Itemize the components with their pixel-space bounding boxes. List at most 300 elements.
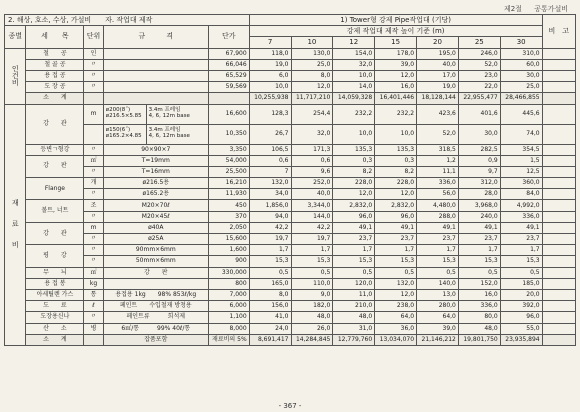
row-item: 아세틸렌 가스 <box>26 289 84 300</box>
row-value: 252,0 <box>291 178 333 189</box>
row-value: 48,0 <box>291 312 333 323</box>
row-price: 3,350 <box>208 144 249 155</box>
table-row <box>5 178 576 189</box>
row-value: 84,0 <box>500 189 542 200</box>
row-unit <box>84 124 103 144</box>
row-unit <box>84 334 103 345</box>
row-price: 2,050 <box>208 222 249 233</box>
row-value: 0,3 <box>375 155 417 166</box>
row-value: 25,0 <box>291 59 333 70</box>
row-value: 240,0 <box>458 211 500 222</box>
row-value: 15,3 <box>249 256 291 267</box>
row-value: 8,0 <box>291 70 333 81</box>
table-row <box>5 334 576 345</box>
row-unit: 〃 <box>84 70 103 81</box>
row-price: 66,046 <box>208 59 249 70</box>
row-item: 소 계 <box>26 334 84 345</box>
row-value: 232,2 <box>333 104 375 124</box>
row-value: 22,955,477 <box>458 93 500 104</box>
row-value: 282,5 <box>458 144 500 155</box>
row-value: 30,0 <box>500 70 542 81</box>
row-value: 40,0 <box>291 189 333 200</box>
row-value: 26,0 <box>291 323 333 334</box>
row-value: 2,832,0 <box>375 200 417 211</box>
row-value: 18,128,144 <box>417 93 459 104</box>
row-value: 1,7 <box>458 245 500 256</box>
row-spec <box>103 82 208 93</box>
row-value: 9,0 <box>291 289 333 300</box>
row-value: 48,0 <box>458 323 500 334</box>
row-value: 1,7 <box>500 245 542 256</box>
row-value: 15,3 <box>333 256 375 267</box>
row-value: 182,0 <box>291 301 333 312</box>
row-item: 강 판 <box>26 155 84 177</box>
row-unit: 개 <box>84 178 103 189</box>
table-row <box>5 289 576 300</box>
row-value: 19,7 <box>249 234 291 245</box>
row-unit <box>84 93 103 104</box>
row-price: 8,000 <box>208 323 249 334</box>
row-price: 10,350 <box>208 124 249 144</box>
row-value: 152,0 <box>458 278 500 289</box>
row-note <box>542 178 575 189</box>
table-row <box>5 200 576 211</box>
row-value: 185,0 <box>500 278 542 289</box>
row-value: 106,5 <box>249 144 291 155</box>
row-price: 16,600 <box>208 104 249 124</box>
table-row <box>5 59 576 70</box>
row-value: 7 <box>249 166 291 177</box>
row-value: 1,7 <box>417 245 459 256</box>
row-price: 800 <box>208 278 249 289</box>
row-value: 49,1 <box>417 222 459 233</box>
row-item: 평 강 <box>26 245 84 267</box>
row-value: 32,0 <box>333 59 375 70</box>
row-note <box>542 70 575 81</box>
row-value: 19,801,750 <box>458 334 500 345</box>
row-value: 1,7 <box>333 245 375 256</box>
row-note <box>542 155 575 166</box>
row-value: 288,0 <box>417 211 459 222</box>
row-note <box>542 312 575 323</box>
row-value: 128,3 <box>249 104 291 124</box>
row-note <box>542 323 575 334</box>
row-note <box>542 234 575 245</box>
row-value: 11,0 <box>333 289 375 300</box>
row-value: 23,7 <box>458 234 500 245</box>
row-value: 130,0 <box>291 48 333 59</box>
row-value: 40,0 <box>417 59 459 70</box>
row-value: 132,0 <box>375 278 417 289</box>
row-value: 135,3 <box>333 144 375 155</box>
row-unit: 〃 <box>84 256 103 267</box>
row-unit: 〃 <box>84 211 103 222</box>
row-value: 401,6 <box>458 104 500 124</box>
row-spec: 페인트류 희석제 <box>103 312 208 323</box>
row-value: 354,5 <box>500 144 542 155</box>
table-row <box>5 301 576 312</box>
row-price: 330,000 <box>208 267 249 278</box>
row-note <box>542 124 575 144</box>
row-value: 14,0 <box>333 82 375 93</box>
row-price: 11,930 <box>208 189 249 200</box>
table-row <box>5 234 576 245</box>
row-value: 228,0 <box>375 178 417 189</box>
row-price: 재료비의 5% <box>208 334 249 345</box>
row-value: 312,0 <box>458 178 500 189</box>
row-price: 6,000 <box>208 301 249 312</box>
page-number: - 367 - <box>278 402 302 410</box>
section-label: 공통가설비 <box>534 5 568 13</box>
row-value: 8,2 <box>375 166 417 177</box>
row-value: 1,856,0 <box>249 200 291 211</box>
row-value: 23,7 <box>333 234 375 245</box>
row-value: 8,0 <box>249 289 291 300</box>
row-value: 165,0 <box>249 278 291 289</box>
row-value: 49,1 <box>375 222 417 233</box>
row-price: 1,100 <box>208 312 249 323</box>
row-value: 0,9 <box>458 155 500 166</box>
row-item: 산 소 <box>26 323 84 334</box>
row-unit: m <box>84 222 103 233</box>
row-value: 140,0 <box>417 278 459 289</box>
row-value: 210,0 <box>333 301 375 312</box>
row-value: 280,0 <box>417 301 459 312</box>
row-item: 철 골 공 <box>26 59 84 70</box>
row-spec: 50mm×6mm <box>103 256 208 267</box>
row-note <box>542 278 575 289</box>
row-unit: kg <box>84 278 103 289</box>
row-value: 8,2 <box>333 166 375 177</box>
row-value: 26,7 <box>249 124 291 144</box>
row-value: 15,3 <box>417 256 459 267</box>
height-header: 25 <box>458 37 500 48</box>
row-value: 28,0 <box>458 189 500 200</box>
row-value: 20,0 <box>500 289 542 300</box>
row-value: 132,0 <box>249 178 291 189</box>
row-price: 16,210 <box>208 178 249 189</box>
row-unit: 통 <box>84 289 103 300</box>
row-value: 14,059,328 <box>333 93 375 104</box>
row-unit: 조 <box>84 200 103 211</box>
row-value: 39,0 <box>417 323 459 334</box>
row-item: 도장용신나 <box>26 312 84 323</box>
table-row <box>5 104 576 124</box>
row-value: 12,5 <box>500 166 542 177</box>
row-value: 0,6 <box>249 155 291 166</box>
row-value: 28,466,855 <box>500 93 542 104</box>
row-value: 238,0 <box>375 301 417 312</box>
row-value: 1,2 <box>417 155 459 166</box>
row-value: 0,5 <box>249 267 291 278</box>
row-unit: 인 <box>84 48 103 59</box>
row-note <box>542 301 575 312</box>
row-value: 12,0 <box>375 289 417 300</box>
row-value: 16,0 <box>458 289 500 300</box>
row-item: 도 료 <box>26 301 84 312</box>
row-value: 96,0 <box>500 312 542 323</box>
row-value: 0,5 <box>417 267 459 278</box>
table-row <box>5 323 576 334</box>
chapter-label: 제2절 <box>503 5 522 13</box>
height-header: 20 <box>417 37 459 48</box>
row-unit: 〃 <box>84 189 103 200</box>
row-spec: ø150(6˝) ø165.2×4.85 <box>103 124 146 144</box>
row-value: 23,7 <box>417 234 459 245</box>
table-row <box>5 124 576 144</box>
row-value: 19,0 <box>249 59 291 70</box>
row-value: 6,0 <box>249 70 291 81</box>
row-note <box>542 93 575 104</box>
table-row <box>5 312 576 323</box>
row-value: 49,1 <box>458 222 500 233</box>
height-header: 30 <box>500 37 542 48</box>
row-value: 120,0 <box>333 278 375 289</box>
table-row <box>5 70 576 81</box>
row-item: 용 접 공 <box>26 70 84 81</box>
row-price: 59,569 <box>208 82 249 93</box>
row-value: 23,7 <box>500 234 542 245</box>
row-value: 24,0 <box>249 323 291 334</box>
row-value: 25,0 <box>500 82 542 93</box>
table-row <box>5 267 576 278</box>
row-value: 360,0 <box>500 178 542 189</box>
row-note <box>542 104 575 124</box>
row-unit: ㎡ <box>84 267 103 278</box>
row-unit: 병 <box>84 323 103 334</box>
row-value: 118,0 <box>249 48 291 59</box>
height-header: 15 <box>375 37 417 48</box>
row-value: 34,0 <box>249 189 291 200</box>
row-unit: 〃 <box>84 166 103 177</box>
row-note <box>542 200 575 211</box>
row-item: 강 관 <box>26 104 84 144</box>
table-row <box>5 222 576 233</box>
row-spec: 용접용 1kg 98% 853ℓ/kg <box>103 289 208 300</box>
row-value: 0,3 <box>333 155 375 166</box>
row-note <box>542 144 575 155</box>
row-value: 11,717,210 <box>291 93 333 104</box>
row-item: Flange <box>26 178 84 200</box>
row-price: 450 <box>208 200 249 211</box>
row-note <box>542 166 575 177</box>
row-spec: 6㎥/통 99% 40ℓ/통 <box>103 323 208 334</box>
col-spec: 규 격 <box>103 26 208 48</box>
table-row <box>5 278 576 289</box>
height-header: 7 <box>249 37 291 48</box>
row-value: 36,0 <box>375 323 417 334</box>
row-value: 392,0 <box>500 301 542 312</box>
row-price: 54,000 <box>208 155 249 166</box>
row-value: 12,0 <box>375 70 417 81</box>
row-price: 7,000 <box>208 289 249 300</box>
row-note <box>542 82 575 93</box>
row-unit: 〃 <box>84 245 103 256</box>
row-price: 67,900 <box>208 48 249 59</box>
row-spec: M20×45ℓ <box>103 211 208 222</box>
row-value: 23,935,894 <box>500 334 542 345</box>
table-title-left: 2. 해상, 호소, 수상, 가설비 자. 작업대 제작 <box>5 15 250 26</box>
col-category: 종별 <box>5 26 26 48</box>
row-value: 0,6 <box>291 155 333 166</box>
row-value: 15,3 <box>500 256 542 267</box>
row-value: 39,0 <box>375 59 417 70</box>
row-note <box>542 222 575 233</box>
row-value: 0,5 <box>500 267 542 278</box>
row-value: 32,0 <box>291 124 333 144</box>
row-value: 49,1 <box>333 222 375 233</box>
row-price <box>208 93 249 104</box>
row-value: 336,0 <box>458 301 500 312</box>
row-spec: ø40A <box>103 222 208 233</box>
row-value: 0,5 <box>458 267 500 278</box>
row-spec: ø25A <box>103 234 208 245</box>
table-row <box>5 144 576 155</box>
row-value: 52,0 <box>458 59 500 70</box>
row-unit: ℓ <box>84 301 103 312</box>
row-value: 318,5 <box>417 144 459 155</box>
row-value: 3,968,0 <box>458 200 500 211</box>
row-item: 용 접 봉 <box>26 278 84 289</box>
page-header <box>494 4 568 14</box>
row-value: 10,255,938 <box>249 93 291 104</box>
row-value: 15,3 <box>458 256 500 267</box>
row-value: 9,7 <box>458 166 500 177</box>
row-spec-detail: 3.4m 프레임 4, 6, 12m base <box>146 124 208 144</box>
row-value: 13,0 <box>417 289 459 300</box>
row-spec: T=19mm <box>103 155 208 166</box>
row-value: 8,691,417 <box>249 334 291 345</box>
row-note <box>542 59 575 70</box>
row-value: 22,0 <box>458 82 500 93</box>
row-value: 154,0 <box>333 48 375 59</box>
row-value: 14,284,845 <box>291 334 333 345</box>
row-value: 74,0 <box>500 124 542 144</box>
row-spec: ø200(8˝) ø216.5×5.85 <box>103 104 146 124</box>
row-value: 0,5 <box>375 267 417 278</box>
row-spec: 90mm×6mm <box>103 245 208 256</box>
row-price: 25,500 <box>208 166 249 177</box>
row-unit: 〃 <box>84 144 103 155</box>
row-unit: 〃 <box>84 312 103 323</box>
row-spec: ø216.5용 <box>103 178 208 189</box>
row-spec <box>103 278 208 289</box>
table-row <box>5 155 576 166</box>
row-item: 강 관 <box>26 222 84 244</box>
row-note <box>542 334 575 345</box>
row-value: 96,0 <box>375 211 417 222</box>
cost-table <box>4 14 576 346</box>
row-value: 42,2 <box>291 222 333 233</box>
height-header: 10 <box>291 37 333 48</box>
row-value: 80,0 <box>458 312 500 323</box>
col-height-group: 강제 작업대 제작 높이 기준 (m) <box>249 26 542 37</box>
row-value: 12,779,760 <box>333 334 375 345</box>
row-spec-detail: 3.4m 프레임 4, 6, 12m base <box>146 104 208 124</box>
row-value: 52,0 <box>417 124 459 144</box>
row-value: 42,2 <box>249 222 291 233</box>
row-price: 15,600 <box>208 234 249 245</box>
row-value: 16,401,446 <box>375 93 417 104</box>
row-value: 94,0 <box>249 211 291 222</box>
row-value: 336,0 <box>500 211 542 222</box>
row-value: 64,0 <box>417 312 459 323</box>
row-unit: m <box>84 104 103 124</box>
row-spec: 잡품포함 <box>103 334 208 345</box>
row-value: 171,3 <box>291 144 333 155</box>
row-value: 0,5 <box>333 267 375 278</box>
row-value: 423,6 <box>417 104 459 124</box>
row-price: 1,600 <box>208 245 249 256</box>
row-spec <box>103 59 208 70</box>
row-spec <box>103 70 208 81</box>
table-row <box>5 93 576 104</box>
col-note: 비 고 <box>542 15 575 49</box>
row-value: 12,0 <box>375 189 417 200</box>
row-value: 21,146,212 <box>417 334 459 345</box>
row-price: 370 <box>208 211 249 222</box>
row-value: 10,0 <box>333 124 375 144</box>
table-row <box>5 245 576 256</box>
row-value: 1,5 <box>500 155 542 166</box>
row-value: 135,3 <box>375 144 417 155</box>
row-spec: 90×90×7 <box>103 144 208 155</box>
row-item: 등변ㄱ형강 <box>26 144 84 155</box>
row-value: 19,0 <box>417 82 459 93</box>
height-header: 12 <box>333 37 375 48</box>
row-unit: 〃 <box>84 82 103 93</box>
row-value: 55,0 <box>500 323 542 334</box>
row-note <box>542 48 575 59</box>
row-item: 볼트, 너트 <box>26 200 84 222</box>
row-item: 소 계 <box>26 93 84 104</box>
row-value: 31,0 <box>333 323 375 334</box>
col-item: 세 목 <box>26 26 84 48</box>
row-value: 195,0 <box>417 48 459 59</box>
row-note <box>542 211 575 222</box>
row-value: 19,7 <box>291 234 333 245</box>
row-item: 철 공 <box>26 48 84 59</box>
row-spec: ø165.2용 <box>103 189 208 200</box>
row-value: 336,0 <box>417 178 459 189</box>
row-value: 310,0 <box>500 48 542 59</box>
table-row <box>5 189 576 200</box>
row-value: 96,0 <box>333 211 375 222</box>
row-value: 15,3 <box>291 256 333 267</box>
row-value: 254,4 <box>291 104 333 124</box>
row-value: 11,1 <box>417 166 459 177</box>
table-row <box>5 48 576 59</box>
row-value: 1,7 <box>291 245 333 256</box>
row-value: 49,1 <box>500 222 542 233</box>
row-unit: ㎡ <box>84 155 103 166</box>
col-price: 단가 <box>208 26 249 48</box>
table-title-right: 1) Tower형 강제 Pipe작업대 (기당) <box>249 15 542 26</box>
table-row <box>5 166 576 177</box>
row-value: 30,0 <box>458 124 500 144</box>
row-value: 56,0 <box>417 189 459 200</box>
category-material: 재 료 비 <box>5 104 26 345</box>
row-value: 4,992,0 <box>500 200 542 211</box>
row-value: 232,2 <box>375 104 417 124</box>
row-value: 0,5 <box>291 267 333 278</box>
row-value: 110,0 <box>291 278 333 289</box>
row-note <box>542 289 575 300</box>
row-value: 17,0 <box>417 70 459 81</box>
row-value: 4,480,0 <box>417 200 459 211</box>
row-spec: 강 판 <box>103 267 208 278</box>
row-value: 48,0 <box>333 312 375 323</box>
